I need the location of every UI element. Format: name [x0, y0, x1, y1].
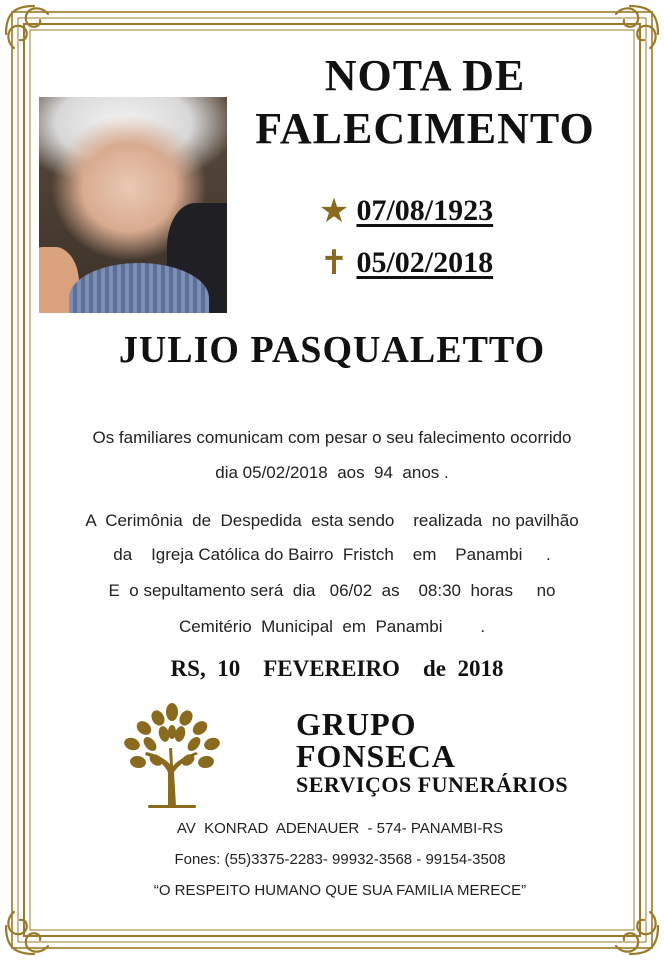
title-line-2: FALECIMENTO: [255, 104, 595, 153]
birth-date: 07/08/1923: [356, 194, 494, 227]
body-line-1: Os familiares comunicam com pesar o seu falecimento ocorrido: [92, 428, 572, 447]
birth-date-row: [316, 191, 493, 231]
brand-name-line-1: GRUPO: [296, 706, 417, 742]
brand-name-line-2: FONSECA: [296, 738, 456, 774]
brand-tagline: SERVIÇOS FUNERÁRIOS: [296, 772, 569, 797]
footer-address: AV KONRAD ADENAUER - 574- PANAMBI-RS: [176, 820, 504, 837]
body-line-4: da Igreja Católica do Bairro Fristch em Panambi .: [113, 545, 551, 564]
body-line-2: dia 05/02/2018 aos 94 anos .: [215, 463, 449, 482]
death-date: 05/02/2018: [356, 246, 494, 279]
deceased-name: JULIO PASQUALETTO: [118, 329, 546, 371]
body-line-5: E o sepultamento será dia 06/02 as 08:30 horas no: [108, 581, 556, 600]
body-line-3: A Cerimônia de Despedida esta sendo realizada no pavilhão: [85, 511, 579, 530]
title-line-1: NOTA DE: [324, 51, 526, 100]
portrait-photo: [39, 97, 227, 313]
footer-slogan: “O RESPEITO HUMANO QUE SUA FAMILIA MERECE”: [153, 882, 527, 899]
place-dateline: RS, 10 FEVEREIRO de 2018: [170, 656, 504, 681]
star-icon: ★: [318, 192, 350, 230]
cross-icon: ✝: [319, 244, 349, 282]
tree-icon: [118, 702, 226, 810]
death-date-row: [316, 243, 493, 283]
footer-phones: Fones: (55)3375-2283- 99932-3568 - 99154-3508: [174, 851, 506, 868]
body-line-6: Cemitério Municipal em Panambi .: [178, 617, 486, 636]
